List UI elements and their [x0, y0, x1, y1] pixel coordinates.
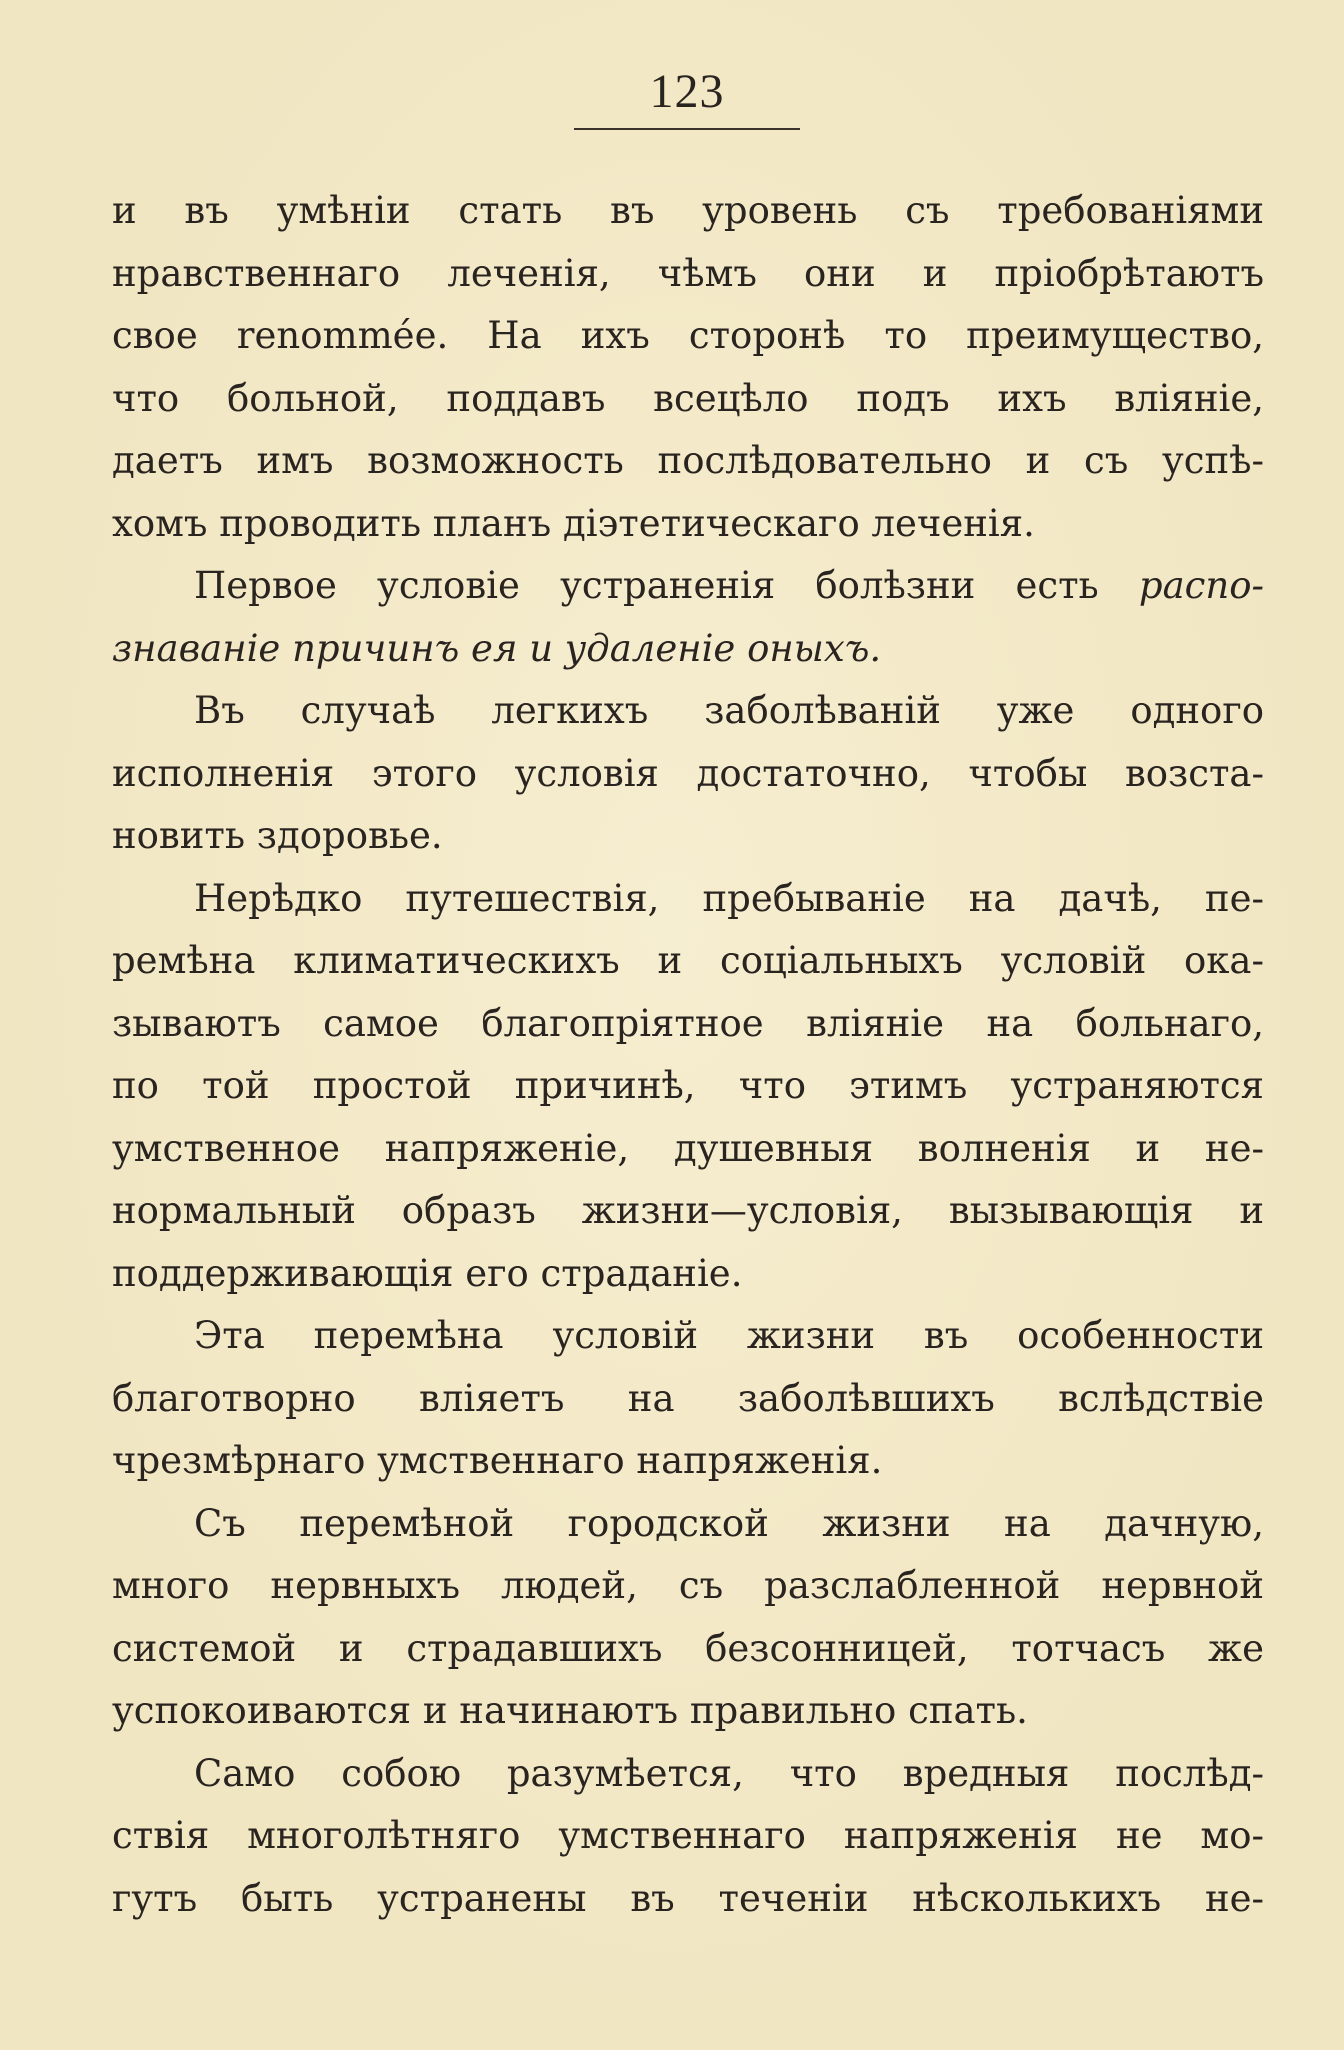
page-number-rule [574, 128, 800, 130]
text-line: нравственнаго леченія, чѣмъ они и пріобрѣтаютъ [112, 251, 1264, 295]
text-line: нормальный образъ жизни—условія, вызывающія и [112, 1189, 1264, 1232]
text-line: чрезмѣрнаго умственнаго напряженія. [112, 1439, 883, 1482]
text-line: исполненія этого условія достаточно, чтобы возста- [112, 751, 1264, 795]
text-line: много нервныхъ людей, съ разслабленной нервной [112, 1564, 1264, 1607]
text-line: новить здоровье. [112, 814, 443, 857]
text-line [112, 555, 1264, 618]
text-line: поддерживающія его страданіе. [112, 1251, 743, 1295]
text-line: благотворно вліяетъ на заболѣвшихъ вслѣдствіе [112, 1376, 1264, 1420]
body-text [112, 180, 1264, 1930]
text-line: Эта перемѣна условій жизни въ особенности [194, 1314, 1264, 1357]
text-line: хомъ проводить планъ діэтетическаго леченія. [112, 501, 1035, 545]
text-line: Въ случаѣ легкихъ заболѣваній уже одного [194, 689, 1264, 732]
text-line: гутъ быть устранены въ теченіи нѣсколькихъ не- [112, 1876, 1264, 1920]
italic-span: распо- [1138, 564, 1264, 607]
text-line: Само собою разумѣется, что вредныя послѣд- [194, 1751, 1264, 1795]
text-line: и въ умѣніи стать въ уровень съ требованіями [112, 189, 1264, 232]
text-line: умственное напряженіе, душевныя волненія и не- [112, 1126, 1264, 1170]
text-line: свое renommée. На ихъ сторонѣ то преимущество, [112, 314, 1264, 357]
text-line-italic: знаваніе причинъ ея и удаленіе оныхъ. [112, 626, 882, 670]
text-line: ремѣна климатическихъ и соціальныхъ условій ока- [112, 939, 1264, 982]
text-line: ствія многолѣтняго умственнаго напряженія не мо- [112, 1814, 1264, 1857]
page-number: 123 [649, 65, 725, 118]
text-line: Нерѣдко путешествія, пребываніе на дачѣ, пе- [194, 876, 1264, 920]
text-line: что больной, поддавъ всецѣло подъ ихъ вліяніе, [112, 376, 1264, 420]
text-line: по той простой причинѣ, что этимъ устраняются [112, 1064, 1264, 1107]
text-line: успокоиваются и начинаютъ правильно спать. [112, 1689, 1028, 1732]
text-span: Первое условіе устраненія болѣзни есть [194, 564, 1139, 607]
text-line: даетъ имъ возможность послѣдовательно и съ успѣ- [112, 439, 1264, 482]
text-line: Съ перемѣной городской жизни на дачную, [194, 1501, 1264, 1545]
text-line: зываютъ самое благопріятное вліяніе на больнаго, [112, 1001, 1264, 1045]
text-line: системой и страдавшихъ безсонницей, тотчасъ же [112, 1626, 1264, 1670]
